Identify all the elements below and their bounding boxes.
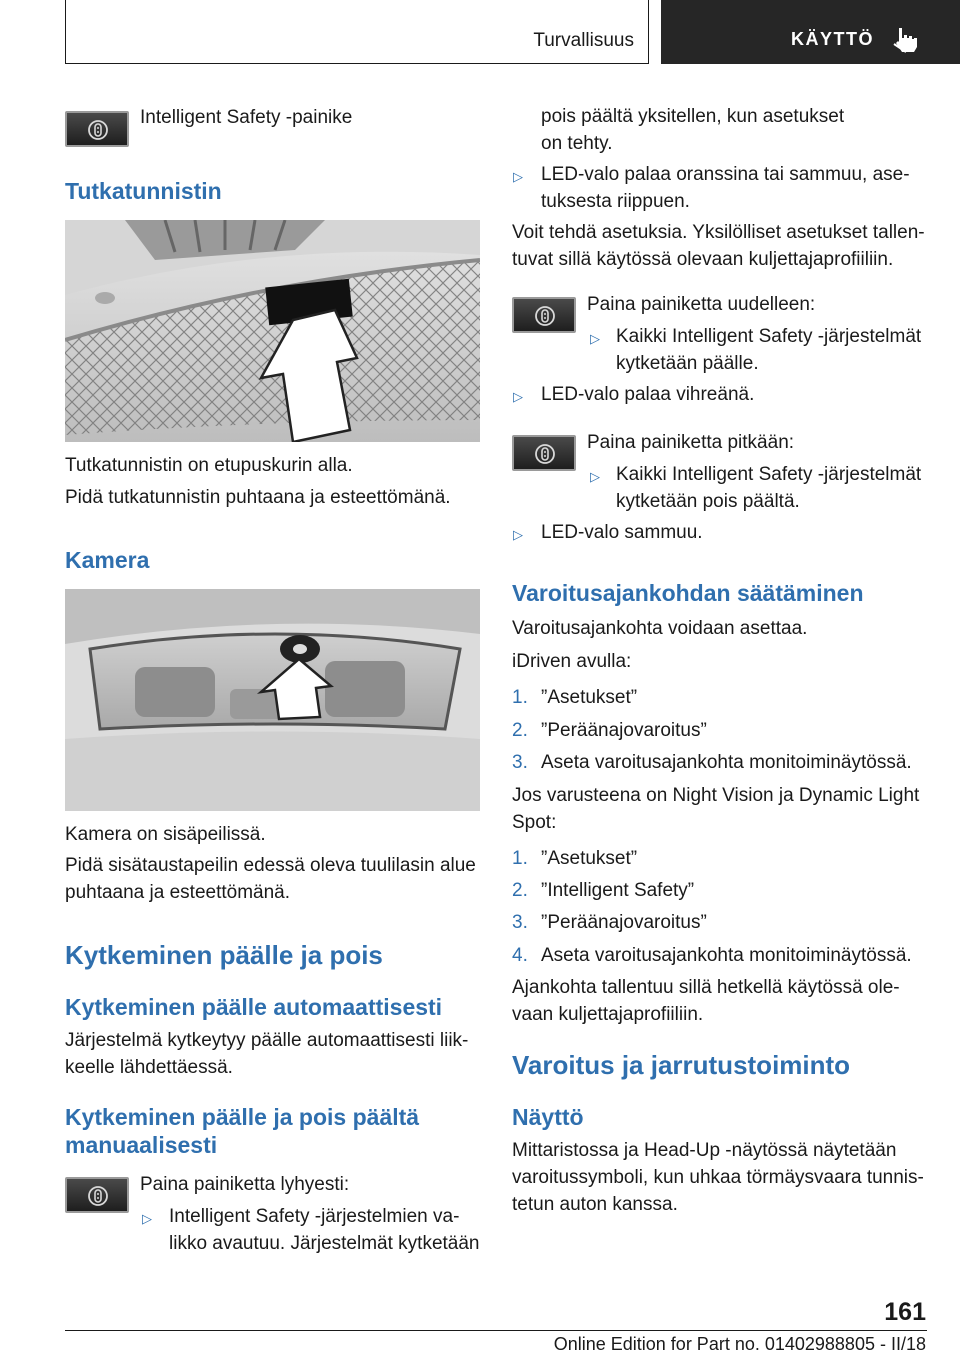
radar-sensor-photo — [65, 220, 480, 442]
list1-number: 1. — [512, 687, 528, 708]
timing-heading: Varoitusajankohdan säätäminen — [512, 580, 864, 606]
press-again-text: Paina painiketta uudelleen: — [587, 294, 816, 315]
display-heading: Näyttö — [512, 1104, 584, 1130]
onoff-heading: Kytkeminen päälle ja pois — [65, 940, 383, 970]
list2-item: ”Asetukset” — [541, 848, 638, 869]
manual-heading-2: manuaalisesti — [65, 1132, 218, 1158]
all-off-1: Kaikki Intelligent Safety -järjestelmät — [616, 464, 922, 485]
list1-item: Aseta varoitusajankohta monitoiminäytössä. — [541, 752, 912, 773]
short-bullet-1: Intelligent Safety -järjestelmien va- — [169, 1206, 460, 1227]
short-bullet-2: likko avautuu. Järjestelmät kytketään — [169, 1233, 480, 1254]
list2-number: 1. — [512, 848, 528, 869]
display-text-2: varoitussymboli, kun uhkaa törmäysvaara tunnis- — [512, 1167, 924, 1188]
led-orange-1: LED-valo palaa oranssina tai sammuu, ase- — [541, 164, 910, 185]
intelligent-safety-button-image — [65, 1177, 129, 1213]
press-long-text: Paina painiketta pitkään: — [587, 432, 795, 453]
list2-number: 2. — [512, 880, 528, 901]
camera-photo — [65, 589, 480, 811]
bullet-triangle-icon: ▷ — [513, 389, 523, 404]
settings-text-1: Voit tehdä asetuksia. Yksilölliset asetukset tallen- — [512, 222, 925, 243]
list1-item: ”Asetukset” — [541, 687, 638, 708]
led-green: LED-valo palaa vihreänä. — [541, 384, 755, 405]
intelligent-safety-icon — [87, 1185, 109, 1207]
all-off-2: kytketään pois päältä. — [616, 491, 800, 512]
auto-text-2: keelle lähdettäessä. — [65, 1057, 233, 1078]
auto-text-1: Järjestelmä kytkeytyy päälle automaattisesti liik- — [65, 1030, 469, 1051]
saved-text-2: vaan kuljettajaprofiiliin. — [512, 1004, 704, 1025]
radar-text-2: Pidä tutkatunnistin puhtaana ja esteettömänä. — [65, 487, 451, 508]
header-chapter-title: KÄYTTÖ — [791, 29, 874, 49]
intelligent-safety-button-image — [65, 111, 129, 147]
button-caption: Intelligent Safety -painike — [140, 107, 353, 128]
bullet-triangle-icon: ▷ — [590, 331, 600, 346]
nv-text-1: Jos varusteena on Night Vision ja Dynamic Light — [512, 785, 920, 806]
list2-item: ”Intelligent Safety” — [541, 880, 695, 901]
bullet-triangle-icon: ▷ — [513, 527, 523, 542]
header-section-box — [65, 0, 649, 64]
footer-edition[interactable]: Online Edition for Part no. 01402988805 - II/18 — [553, 1334, 926, 1354]
intelligent-safety-button-image — [512, 435, 576, 471]
page-number: 161 — [884, 1298, 926, 1326]
camera-text-2a: Pidä sisätaustapeilin edessä oleva tuulilasin alue — [65, 855, 476, 876]
camera-text-2b: puhtaana ja esteettömänä. — [65, 882, 291, 903]
led-off: LED-valo sammuu. — [541, 522, 703, 543]
all-on-1: Kaikki Intelligent Safety -järjestelmät — [616, 326, 922, 347]
idrive-text: iDriven avulla: — [512, 651, 632, 672]
intelligent-safety-button-image — [512, 297, 576, 333]
bullet-triangle-icon: ▷ — [142, 1211, 152, 1226]
display-text-1: Mittaristossa ja Head-Up -näytössä näytetään — [512, 1140, 897, 1161]
header-chapter-tab[interactable] — [661, 0, 960, 64]
bullet-triangle-icon: ▷ — [590, 469, 600, 484]
short-press-text: Paina painiketta lyhyesti: — [140, 1174, 350, 1195]
radar-heading: Tutkatunnistin — [65, 178, 222, 204]
auto-heading: Kytkeminen päälle automaattisesti — [65, 994, 443, 1020]
nv-text-2: Spot: — [512, 812, 557, 833]
header-section-title: Turvallisuus — [533, 30, 634, 51]
list2-item: Aseta varoitusajankohta monitoiminäytössä. — [541, 945, 912, 966]
list1-number: 2. — [512, 720, 528, 741]
list2-number: 3. — [512, 912, 528, 933]
list2-number: 4. — [512, 945, 528, 966]
saved-text-1: Ajankohta tallentuu sillä hetkellä käytössä ole- — [512, 977, 900, 998]
warn-heading: Varoitus ja jarrutustoiminto — [512, 1050, 851, 1080]
camera-heading: Kamera — [65, 547, 150, 573]
radar-text-1: Tutkatunnistin on etupuskurin alla. — [65, 455, 353, 476]
timing-text: Varoitusajankohta voidaan asettaa. — [512, 618, 808, 639]
footer-divider — [65, 1330, 927, 1331]
intelligent-safety-icon — [534, 443, 556, 465]
cont-text-2: on tehty. — [541, 133, 613, 154]
intelligent-safety-icon — [87, 119, 109, 141]
display-text-3: tetun auton kanssa. — [512, 1194, 678, 1215]
manual-heading-1: Kytkeminen päälle ja pois päältä — [65, 1104, 420, 1130]
list1-item: ”Peräänajovaroitus” — [541, 720, 707, 741]
all-on-2: kytketään päälle. — [616, 353, 759, 374]
list1-number: 3. — [512, 752, 528, 773]
settings-text-2: tuvat sillä käytössä olevaan kuljettajaprofiiliin. — [512, 249, 894, 270]
cont-text-1: pois päältä yksitellen, kun asetukset — [541, 106, 845, 127]
hand-pointer-icon — [893, 25, 919, 53]
camera-text-1: Kamera on sisäpeilissä. — [65, 824, 266, 845]
intelligent-safety-icon — [534, 305, 556, 327]
bullet-triangle-icon: ▷ — [513, 169, 523, 184]
led-orange-2: tuksesta riippuen. — [541, 191, 690, 212]
list2-item: ”Peräänajovaroitus” — [541, 912, 707, 933]
